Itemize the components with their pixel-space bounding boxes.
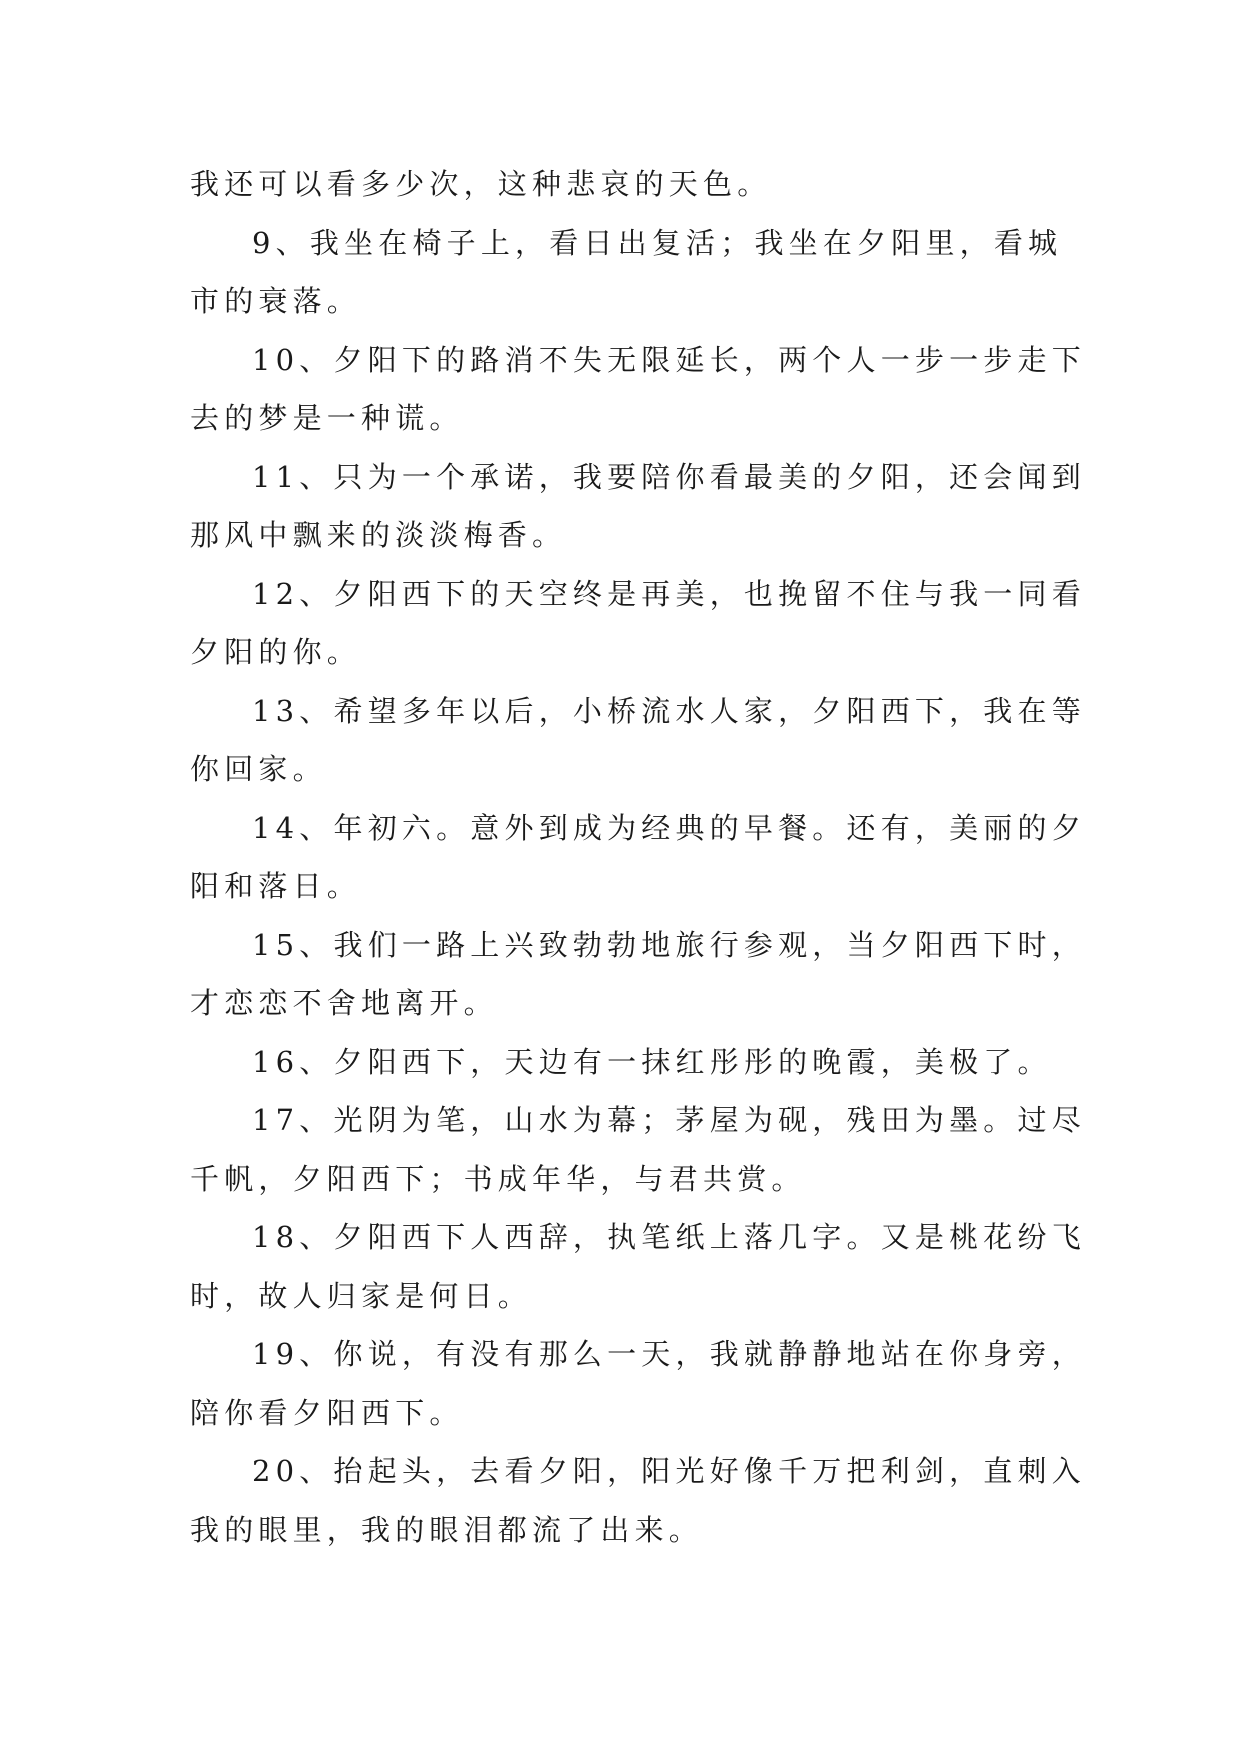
text-line: 13、希望多年以后，小桥流水人家，夕阳西下，我在等 — [252, 693, 1086, 728]
text-line: 你回家。 — [190, 752, 327, 786]
text-line: 阳和落日。 — [190, 869, 362, 903]
paragraph — [190, 799, 1086, 916]
text-line: 市的衰落。 — [190, 284, 362, 318]
paragraph — [190, 565, 1086, 682]
paragraph — [190, 214, 1063, 331]
text-line: 那风中飘来的淡淡梅香。 — [190, 518, 567, 552]
text-line: 17、光阴为笔，山水为幕；茅屋为砚，残田为墨。过尽 — [252, 1103, 1086, 1137]
paragraph — [190, 448, 1086, 565]
text-line: 15、我们一路上兴致勃勃地旅行参观，当夕阳西下时， — [252, 927, 1086, 962]
paragraph — [190, 331, 1086, 448]
paragraph — [190, 1325, 1086, 1442]
text-line: 我还可以看多少次，这种悲哀的天色。 — [190, 167, 772, 201]
paragraph — [190, 1442, 1086, 1559]
paragraph — [190, 155, 1060, 214]
text-line: 千帆，夕阳西下；书成年华，与君共赏。 — [190, 1161, 806, 1196]
text-line: 16、夕阳西下，天边有一抹红彤彤的晚霞，美极了。 — [252, 1044, 1052, 1079]
text-line: 陪你看夕阳西下。 — [190, 1395, 464, 1430]
paragraph — [190, 1091, 1086, 1208]
paragraph — [190, 916, 1086, 1033]
paragraph — [190, 1208, 1086, 1325]
text-line: 10、夕阳下的路消不失无限延长，两个人一步一步走下 — [252, 342, 1086, 377]
text-line: 我的眼里，我的眼泪都流了出来。 — [190, 1512, 704, 1547]
text-line: 9、我坐在椅子上，看日出复活；我坐在夕阳里，看城 — [252, 225, 1063, 260]
text-line: 时，故人归家是何日。 — [190, 1278, 533, 1313]
text-line: 才恋恋不舍地离开。 — [190, 986, 498, 1020]
paragraph — [190, 1033, 1060, 1092]
text-line: 夕阳的你。 — [190, 635, 362, 669]
document-body — [190, 155, 1086, 1559]
text-line: 11、只为一个承诺，我要陪你看最美的夕阳，还会闻到 — [252, 459, 1086, 494]
text-line: 18、夕阳西下人西辞，执笔纸上落几字。又是桃花纷飞 — [252, 1220, 1086, 1254]
text-line: 12、夕阳西下的天空终是再美，也挽留不住与我一同看 — [252, 576, 1086, 611]
text-line: 19、你说，有没有那么一天，我就静静地站在你身旁， — [252, 1337, 1086, 1371]
text-line: 20、抬起头，去看夕阳，阳光好像千万把利剑，直刺入 — [252, 1454, 1086, 1488]
text-line: 去的梦是一种谎。 — [190, 401, 464, 435]
paragraph — [190, 682, 1086, 799]
text-line: 14、年初六。意外到成为经典的早餐。还有，美丽的夕 — [252, 810, 1086, 845]
